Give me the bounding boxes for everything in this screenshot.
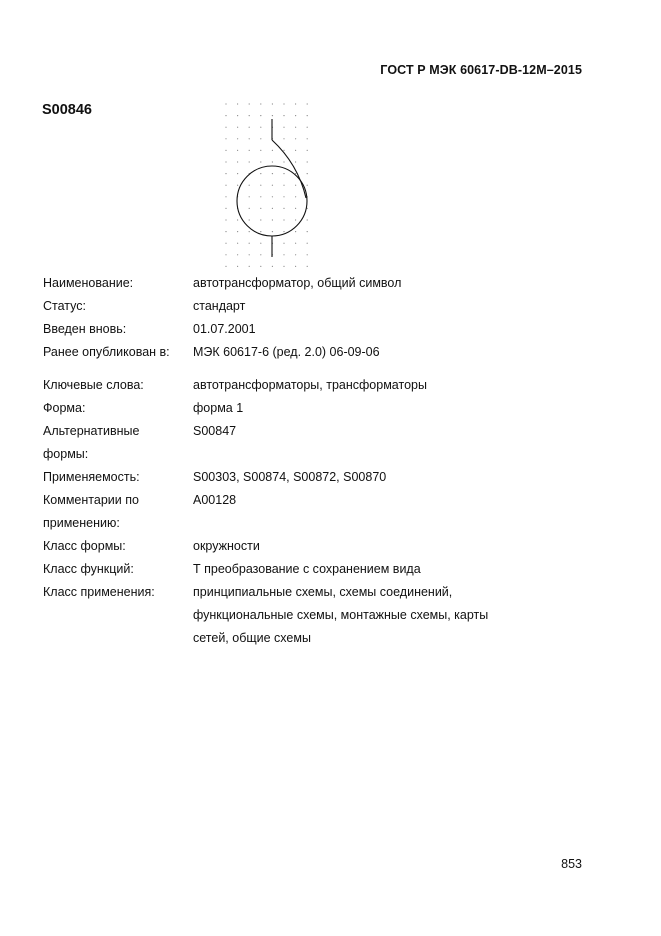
grid-dot [272, 161, 273, 162]
field-name-label: Наименование: [43, 276, 134, 290]
grid-dot [237, 243, 238, 244]
grid-dot [260, 196, 261, 197]
field-introduced [43, 318, 563, 341]
symbol-circle [237, 166, 307, 236]
grid-dot [225, 103, 226, 104]
grid-dot [260, 150, 261, 151]
grid-dot [237, 103, 238, 104]
field-application-class-value [193, 581, 563, 650]
grid-dot [237, 161, 238, 162]
grid-dot [295, 185, 296, 186]
symbol-properties [43, 272, 563, 650]
field-form-value: форма 1 [193, 401, 244, 415]
grid-dot [307, 219, 308, 220]
grid-dot [237, 219, 238, 220]
grid-dot [295, 196, 296, 197]
grid-dot [295, 103, 296, 104]
field-alt-forms-label [43, 420, 193, 466]
grid-dot [283, 185, 284, 186]
grid-dot [260, 231, 261, 232]
grid-dot [225, 254, 226, 255]
grid-dot [237, 266, 238, 267]
grid-dot [237, 173, 238, 174]
grid-dot [272, 196, 273, 197]
field-introduced-label: Введен вновь: [43, 322, 127, 336]
grid-dot [295, 243, 296, 244]
field-function-class [43, 558, 563, 581]
field-status-value: стандарт [193, 299, 246, 313]
field-keywords-value: автотрансформаторы, трансформаторы [193, 378, 427, 392]
grid-dot [272, 208, 273, 209]
field-application-class-value-line2: функциональные схемы, монтажные схемы, карты [193, 608, 489, 622]
grid-dot [283, 196, 284, 197]
grid-dot [260, 219, 261, 220]
section-gap [43, 364, 563, 374]
grid-dot [260, 185, 261, 186]
grid-dot [249, 161, 250, 162]
grid-dot [249, 266, 250, 267]
grid-dot [283, 127, 284, 128]
field-previously-published-label: Ранее опубликован в: [43, 345, 170, 359]
field-application-comments-label [43, 489, 193, 535]
grid-dot [307, 185, 308, 186]
field-application-comments-label-line2: применению: [43, 516, 120, 530]
field-status [43, 295, 563, 318]
field-application-comments-value: A00128 [193, 493, 237, 507]
grid-dot [225, 266, 226, 267]
symbol-winding-arc [272, 140, 306, 198]
grid-dot [272, 231, 273, 232]
field-function-class-value: Т преобразование с сохранением вида [193, 562, 421, 576]
grid-dot [295, 115, 296, 116]
grid-dot [295, 231, 296, 232]
grid-dot [295, 127, 296, 128]
grid-dot [283, 150, 284, 151]
grid-dot [249, 127, 250, 128]
grid-dot [295, 161, 296, 162]
grid-dot [260, 115, 261, 116]
grid-dot [225, 231, 226, 232]
grid-dot [307, 173, 308, 174]
field-application-class-value-line3: сетей, общие схемы [193, 631, 311, 645]
field-application-class [43, 581, 563, 650]
grid-dot [260, 173, 261, 174]
field-keywords-label: Ключевые слова: [43, 378, 144, 392]
grid-dot [225, 127, 226, 128]
grid-dot [307, 127, 308, 128]
grid-dot [295, 138, 296, 139]
field-previously-published [43, 341, 563, 364]
grid-dot [237, 185, 238, 186]
field-form [43, 397, 563, 420]
grid-dot [249, 150, 250, 151]
field-previously-published-value: МЭК 60617-6 (ред. 2.0) 06-09-06 [193, 345, 380, 359]
grid-dot [307, 138, 308, 139]
grid-dot [260, 103, 261, 104]
grid-dot [295, 266, 296, 267]
grid-dot [283, 266, 284, 267]
grid-dot [307, 231, 308, 232]
field-form-class-label: Класс формы: [43, 539, 126, 553]
field-alt-forms-value: S00847 [193, 424, 237, 438]
grid-dot [307, 254, 308, 255]
grid-dot [237, 254, 238, 255]
grid-dot [225, 185, 226, 186]
grid-dot [272, 173, 273, 174]
grid-dot [307, 161, 308, 162]
grid-dot [249, 208, 250, 209]
grid-dot [225, 115, 226, 116]
grid-dot [260, 254, 261, 255]
grid-dot [225, 243, 226, 244]
grid-dot [283, 243, 284, 244]
grid-dot [260, 208, 261, 209]
field-alt-forms-label-line1: Альтернативные [43, 424, 140, 438]
field-alt-forms-label-line2: формы: [43, 447, 89, 461]
field-applicability [43, 466, 563, 489]
grid-dot [283, 254, 284, 255]
grid-dot [283, 138, 284, 139]
grid-dot [249, 219, 250, 220]
grid-dot [260, 161, 261, 162]
grid-dot [283, 115, 284, 116]
grid-dot [249, 254, 250, 255]
field-keywords [43, 374, 563, 397]
grid-dot [283, 161, 284, 162]
grid-dot [237, 138, 238, 139]
grid-dot [307, 243, 308, 244]
grid-dot [295, 208, 296, 209]
grid-dot [237, 231, 238, 232]
grid-dot [225, 208, 226, 209]
field-name-value: автотрансформатор, общий символ [193, 276, 402, 290]
grid-dot [272, 185, 273, 186]
grid-dot [225, 138, 226, 139]
grid-dot [272, 266, 273, 267]
grid-dot [283, 173, 284, 174]
grid-dot [283, 231, 284, 232]
grid-dot [283, 103, 284, 104]
field-form-class-value: окружности [193, 539, 260, 553]
symbol-grid-dots [225, 103, 307, 267]
page-number: 853 [561, 857, 582, 871]
grid-dot [295, 173, 296, 174]
field-application-comments-label-line1: Комментарии по [43, 493, 139, 507]
field-introduced-value: 01.07.2001 [193, 322, 256, 336]
field-application-comments [43, 489, 563, 535]
grid-dot [307, 115, 308, 116]
grid-dot [295, 219, 296, 220]
grid-dot [307, 150, 308, 151]
grid-dot [272, 219, 273, 220]
field-application-class-label: Класс применения: [43, 585, 155, 599]
grid-dot [249, 115, 250, 116]
grid-dot [237, 150, 238, 151]
grid-dot [307, 103, 308, 104]
field-form-class [43, 535, 563, 558]
grid-dot [237, 115, 238, 116]
symbol-code: S00846 [42, 102, 92, 118]
grid-dot [260, 138, 261, 139]
grid-dot [249, 243, 250, 244]
grid-dot [237, 127, 238, 128]
grid-dot [225, 173, 226, 174]
grid-dot [249, 196, 250, 197]
autotransformer-general-symbol-icon [222, 100, 322, 275]
field-application-class-value-line1: принципиальные схемы, схемы соединений, [193, 585, 453, 599]
grid-dot [283, 219, 284, 220]
grid-dot [249, 231, 250, 232]
grid-dot [249, 185, 250, 186]
grid-dot [225, 161, 226, 162]
grid-dot [249, 103, 250, 104]
field-function-class-label: Класс функций: [43, 562, 134, 576]
grid-dot [283, 208, 284, 209]
field-applicability-value: S00303, S00874, S00872, S00870 [193, 470, 387, 484]
grid-dot [272, 150, 273, 151]
field-status-label: Статус: [43, 299, 86, 313]
grid-dot [307, 266, 308, 267]
grid-dot [260, 127, 261, 128]
grid-dot [272, 103, 273, 104]
field-applicability-label: Применяемость: [43, 470, 140, 484]
field-alt-forms [43, 420, 563, 466]
field-name [43, 272, 563, 295]
grid-dot [260, 243, 261, 244]
grid-dot [225, 150, 226, 151]
grid-dot [272, 115, 273, 116]
grid-dot [260, 266, 261, 267]
grid-dot [295, 254, 296, 255]
grid-dot [249, 138, 250, 139]
grid-dot [225, 196, 226, 197]
document-header: ГОСТ Р МЭК 60617-DB-12M–2015 [380, 63, 582, 77]
field-form-label: Форма: [43, 401, 86, 415]
grid-dot [295, 150, 296, 151]
grid-dot [225, 219, 226, 220]
